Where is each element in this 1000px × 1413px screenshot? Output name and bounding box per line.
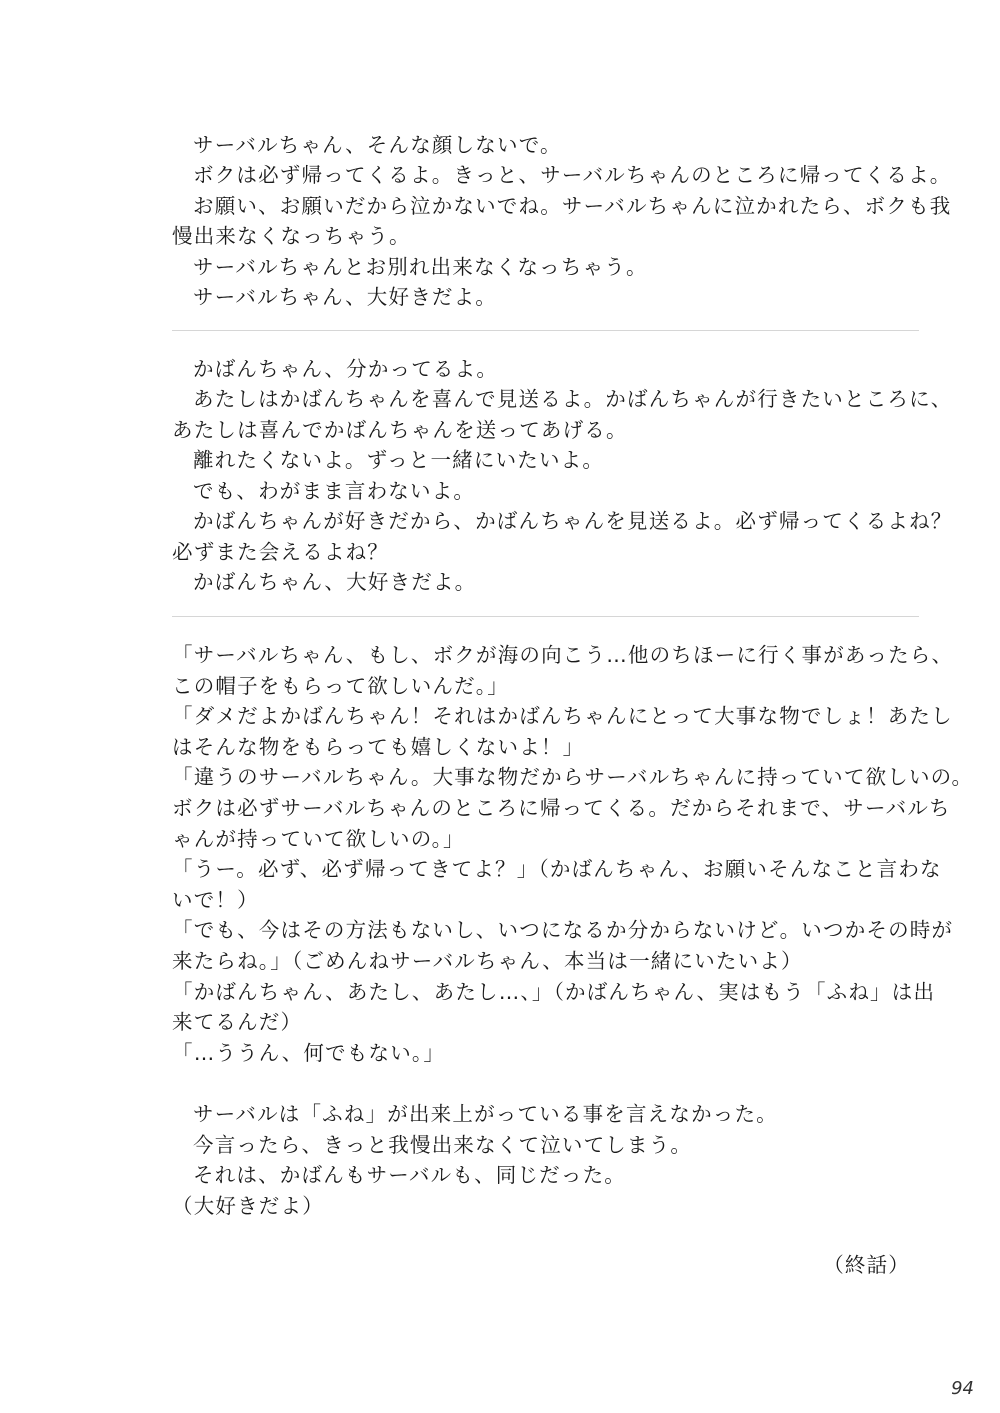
ending-mark: （終話） xyxy=(823,1253,910,1277)
text-line: かばんちゃんが好きだから、かばんちゃんを見送るよ。必ず帰ってくるよね？ xyxy=(193,509,953,533)
dialogue-line: 「違うのサーバルちゃん。大事な物だからサーバルちゃんに持っていて欲しいの。 xyxy=(172,765,974,789)
text-line: 必ずまた会えるよね？ xyxy=(172,540,389,564)
dialogue-line: 「かばんちゃん、あたし、あたし…、」（かばんちゃん、実はもう「ふね」は出 xyxy=(172,980,936,1004)
text-line: でも、わがまま言わないよ。 xyxy=(193,479,476,503)
text-line: お願い、お願いだから泣かないでね。サーバルちゃんに泣かれたら、ボクも我 xyxy=(193,194,952,218)
dialogue-line: 「うー。必ず、必ず帰ってきてよ？」（かばんちゃん、お願いそんなこと言わな xyxy=(172,857,942,881)
page-number: 94 xyxy=(951,1378,974,1399)
dialogue-line: はそんな物をもらっても嬉しくないよ！」 xyxy=(172,735,585,759)
narration-line: 今言ったら、きっと我慢出来なくて泣いてしまう。 xyxy=(193,1133,693,1157)
dialogue-line: 「でも、今はその方法もないし、いつになるか分からないけど。いつかその時が xyxy=(172,918,954,942)
dialogue-line: 「…ううん、何でもない。」 xyxy=(172,1041,446,1065)
text-line: あたしは喜んでかばんちゃんを送ってあげる。 xyxy=(172,418,628,442)
section-divider xyxy=(172,330,919,331)
text-line: サーバルちゃん、大好きだよ。 xyxy=(193,285,498,309)
dialogue-line: この帽子をもらって欲しいんだ。」 xyxy=(172,674,509,698)
text-line: 慢出来なくなっちゃう。 xyxy=(172,224,411,248)
narration-line: それは、かばんもサーバルも、同じだった。 xyxy=(193,1163,626,1187)
text-line: サーバルちゃんとお別れ出来なくなっちゃう。 xyxy=(193,255,648,279)
dialogue-line: 「サーバルちゃん、もし、ボクが海の向こう…他のちほーに行く事があったら、 xyxy=(172,643,954,667)
dialogue-line: ボクは必ずサーバルちゃんのところに帰ってくる。だからそれまで、サーバルち xyxy=(172,796,951,820)
dialogue-line: ゃんが持っていて欲しいの。」 xyxy=(172,827,465,851)
text-line: かばんちゃん、分かってるよ。 xyxy=(193,357,499,381)
text-line: サーバルちゃん、そんな顔しないで。 xyxy=(193,133,562,157)
narration-line: （大好きだよ） xyxy=(172,1194,324,1218)
dialogue-line: 来たらね。」（ごめんねサーバルちゃん、本当は一緒にいたいよ） xyxy=(172,949,803,973)
section-divider xyxy=(172,616,919,617)
dialogue-line: 来てるんだ） xyxy=(172,1010,303,1034)
text-line: かばんちゃん、大好きだよ。 xyxy=(193,570,477,594)
dialogue-line: いで！） xyxy=(172,888,259,912)
text-line: 離れたくないよ。ずっと一緒にいたいよ。 xyxy=(193,448,605,472)
narration-line: サーバルは「ふね」が出来上がっている事を言えなかった。 xyxy=(193,1102,778,1126)
dialogue-line: 「ダメだよかばんちゃん！それはかばんちゃんにとって大事な物でしょ！あたし xyxy=(172,704,953,728)
text-line: あたしはかばんちゃんを喜んで見送るよ。かばんちゃんが行きたいところに、 xyxy=(193,387,953,411)
text-line: ボクは必ず帰ってくるよ。きっと、サーバルちゃんのところに帰ってくるよ。 xyxy=(193,163,952,187)
